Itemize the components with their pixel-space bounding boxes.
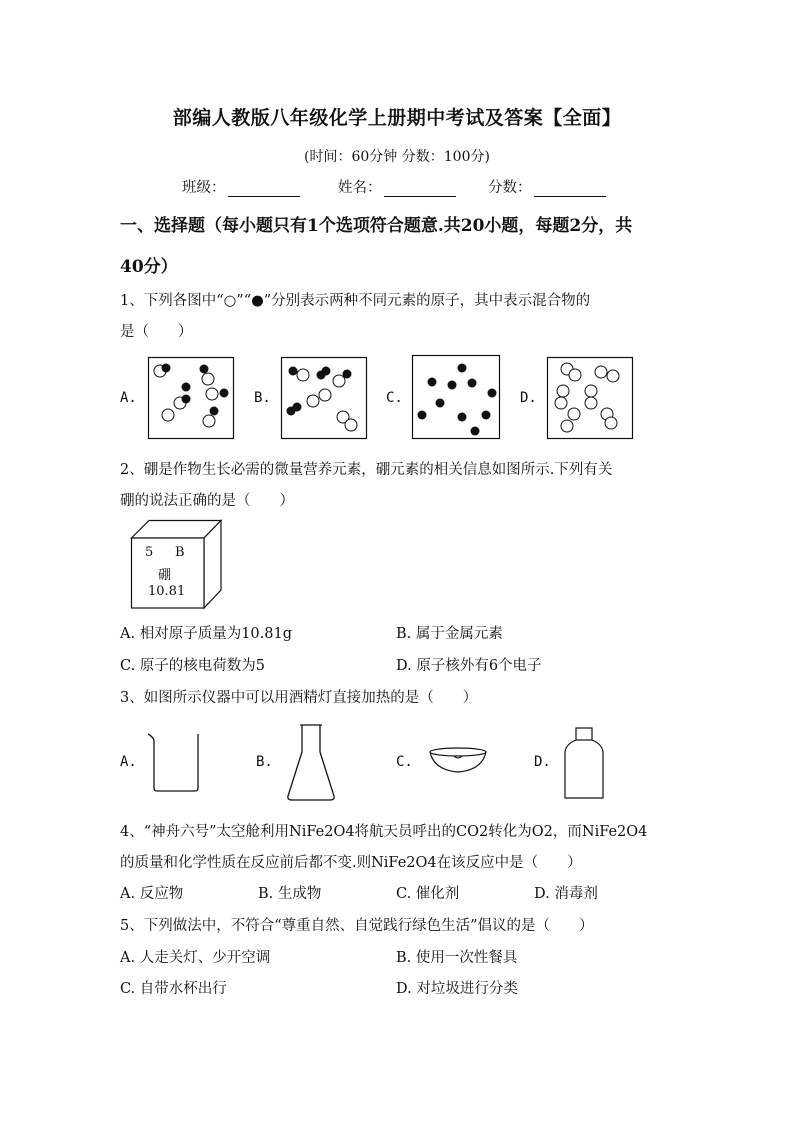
evaporating-dish-icon xyxy=(428,746,488,776)
element-atomic-mass: 10.81 xyxy=(148,584,186,599)
page-title: 部编人教版八年级化学上册期中考试及答案【全面】 xyxy=(172,107,622,129)
q4-stem-line1: 4、“神舟六号”太空舱利用NiFe2O4将航天员呼出的CO2转化为O2，而NiFe2O4 xyxy=(120,824,648,840)
q1-stem-line2: 是（ ） xyxy=(120,324,193,340)
element-atomic-number: 5 xyxy=(145,545,154,560)
q3-option-d-label: D. xyxy=(534,754,551,770)
q5-option-c[interactable]: C. 自带水杯出行 xyxy=(120,981,227,997)
reagent-bottle-icon xyxy=(562,726,606,800)
q5-option-b[interactable]: B. 使用一次性餐具 xyxy=(396,950,518,966)
q1-diagram-a xyxy=(148,357,234,439)
q4-option-d[interactable]: D. 消毒剂 xyxy=(534,886,598,902)
q2-option-d[interactable]: D. 原子核外有6个电子 xyxy=(396,658,542,674)
q4-stem-line2: 的质量和化学性质在反应前后都不变.则NiFe2O4在该反应中是（ ） xyxy=(120,855,582,871)
q1-diagram-b xyxy=(281,357,367,439)
beaker-icon xyxy=(146,730,206,794)
q4-option-c[interactable]: C. 催化剂 xyxy=(396,886,460,902)
conical-flask-icon xyxy=(286,722,338,804)
exam-time-score: (时间：60分钟 分数：100分) xyxy=(304,149,490,165)
class-field xyxy=(182,176,300,197)
section1-heading-line1: 一、选择题（每小题只有1个选项符合题意.共20小题，每题2分，共 xyxy=(120,216,633,236)
q2-stem-line2: 硼的说法正确的是（ ） xyxy=(120,493,294,509)
q2-option-b[interactable]: B. 属于金属元素 xyxy=(396,626,503,642)
name-field xyxy=(338,176,456,197)
score-field xyxy=(488,176,606,197)
q1-option-c-label: C. xyxy=(386,390,403,406)
q4-option-b[interactable]: B. 生成物 xyxy=(258,886,322,902)
q1-diagram-c xyxy=(412,355,500,439)
q3-option-a-label: A. xyxy=(120,754,137,770)
q1-option-a-label: A. xyxy=(120,390,137,406)
score-label: 分数： xyxy=(488,180,532,196)
q1-diagram-d xyxy=(547,357,633,439)
q5-option-d[interactable]: D. 对垃圾进行分类 xyxy=(396,981,518,997)
section1-heading-line2: 40分） xyxy=(120,257,178,277)
element-symbol: B xyxy=(175,545,185,560)
q5-stem: 5、下列做法中，不符合“尊重自然、自觉践行绿色生活”倡议的是（ ） xyxy=(120,918,594,934)
q3-option-c-label: C. xyxy=(396,754,413,770)
q2-stem-line1: 2、硼是作物生长必需的微量营养元素，硼元素的相关信息如图所示.下列有关 xyxy=(120,462,613,478)
q1-stem-line1: 1、下列各图中“○”“●”分别表示两种不同元素的原子，其中表示混合物的 xyxy=(120,293,591,309)
name-blank[interactable] xyxy=(384,180,456,197)
score-blank[interactable] xyxy=(534,180,606,197)
q3-option-b-label: B. xyxy=(256,754,273,770)
q3-stem: 3、如图所示仪器中可以用酒精灯直接加热的是（ ） xyxy=(120,690,478,706)
q2-option-c[interactable]: C. 原子的核电荷数为5 xyxy=(120,658,266,674)
class-label: 班级： xyxy=(182,180,226,196)
q5-option-a[interactable]: A. 人走关灯、少开空调 xyxy=(120,950,271,966)
name-label: 姓名： xyxy=(338,180,382,196)
q2-option-a[interactable]: A. 相对原子质量为10.81g xyxy=(120,626,292,642)
element-name: 硼 xyxy=(158,568,172,583)
q4-option-a[interactable]: A. 反应物 xyxy=(120,886,184,902)
q1-option-b-label: B. xyxy=(254,390,271,406)
q1-option-d-label: D. xyxy=(520,390,537,406)
class-blank[interactable] xyxy=(228,180,300,197)
